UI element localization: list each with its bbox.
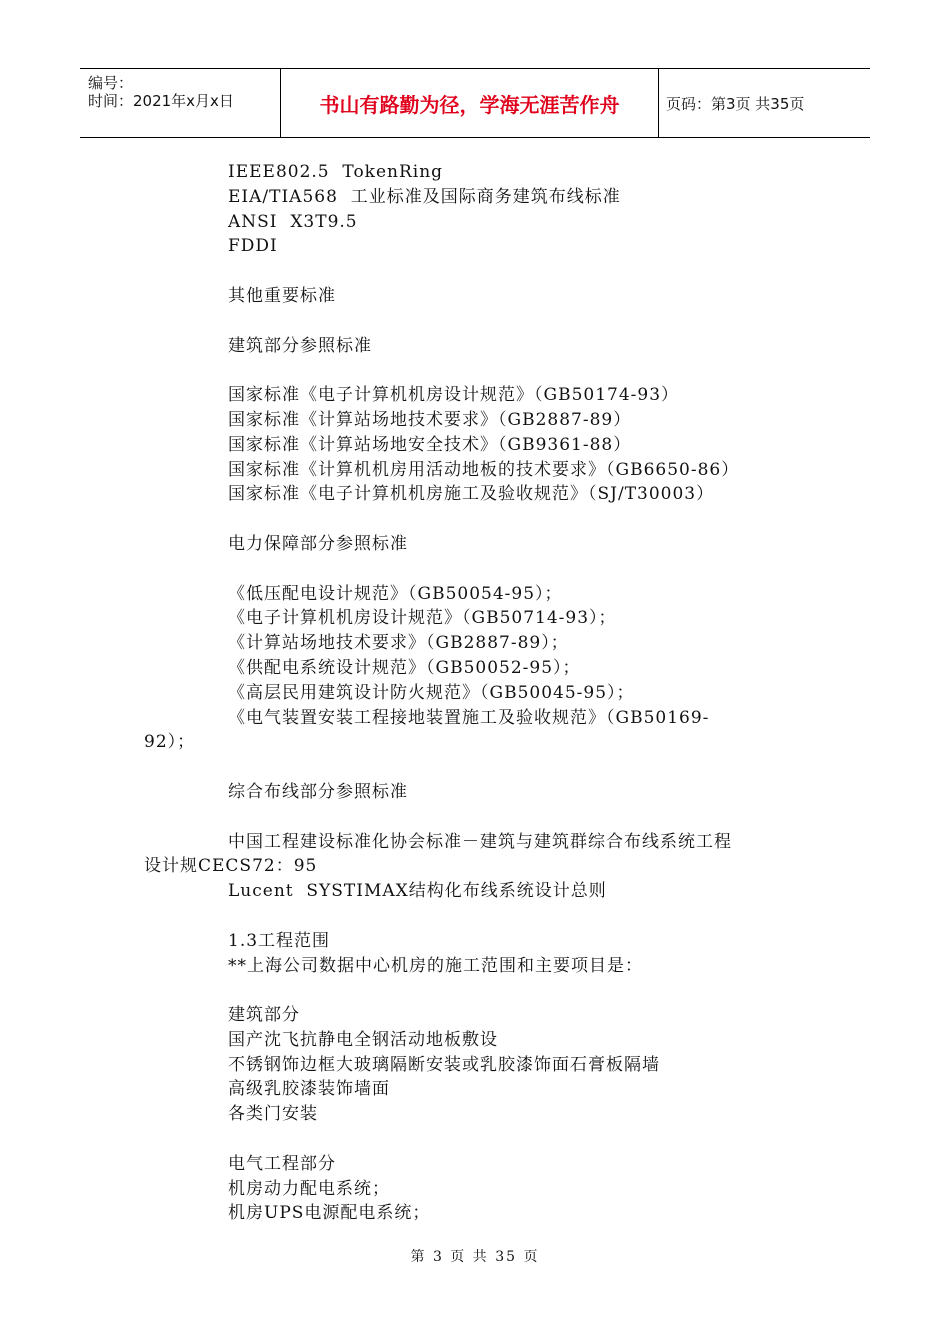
text-line: 国家标准《计算站场地技术要求》（GB2887-89） — [228, 409, 632, 430]
text-line: 国家标准《电子计算机机房施工及验收规范》（SJ/T30003） — [228, 484, 715, 505]
text-line: 《电子计算机机房设计规范》（GB50714-93）； — [228, 608, 617, 629]
blank-line — [144, 805, 816, 830]
text-line: 设计规CECS72：95 — [144, 856, 318, 877]
text-line: 《电气装置安装工程接地装置施工及验收规范》（GB50169- — [228, 707, 710, 728]
text-line: 1.3工程范围 — [228, 930, 331, 951]
blank-line — [144, 978, 816, 1003]
page-footer: 第 3 页 共 35 页 — [410, 1249, 540, 1265]
text-line: IEEE802.5 TokenRing — [228, 162, 444, 182]
text-line: 92）； — [144, 732, 196, 753]
header-page-info: 页码：第3页 共35页 — [666, 94, 805, 113]
blank-line — [144, 1127, 816, 1152]
blank-line — [144, 557, 816, 582]
text-line: 其他重要标准 — [228, 285, 336, 306]
text-line: 《低压配电设计规范》（GB50054-95）； — [228, 583, 563, 604]
text-line: 电气工程部分 — [228, 1153, 336, 1174]
text-line: 各类门安装 — [228, 1104, 318, 1125]
text-line: 建筑部分 — [228, 1005, 300, 1026]
blank-line — [144, 358, 816, 383]
text-line: 机房动力配电系统； — [228, 1178, 390, 1199]
header-meta — [80, 69, 281, 137]
blank-line — [144, 507, 816, 532]
blank-line — [144, 309, 816, 334]
text-line: 建筑部分参照标准 — [228, 335, 372, 356]
header-motto: 书山有路勤为径，学海无涯苦作舟 — [281, 69, 659, 137]
blank-line — [144, 259, 816, 284]
text-line: 机房UPS电源配电系统； — [228, 1203, 431, 1224]
blank-line — [144, 904, 816, 929]
text-line: ANSI X3T9.5 — [228, 211, 358, 232]
text-line: 《计算站场地技术要求》（GB2887-89）； — [228, 633, 569, 654]
text-line: 综合布线部分参照标准 — [228, 781, 408, 802]
text-line: 国家标准《电子计算机机房设计规范》（GB50174-93） — [228, 385, 680, 406]
number-label: 编号： — [88, 74, 134, 92]
text-line: FDDI — [228, 236, 278, 257]
time-label: 时间：2021年x月x日 — [88, 92, 234, 110]
text-line: 不锈钢饰边框大玻璃隔断安装或乳胶漆饰面石膏板隔墙 — [228, 1054, 660, 1075]
text-line: 《高层民用建筑设计防火规范》（GB50045-95）； — [228, 682, 635, 703]
text-line: Lucent SYSTIMAX结构化布线系统设计总则 — [228, 881, 607, 902]
text-line: 国产沈飞抗静电全钢活动地板敷设 — [228, 1029, 498, 1050]
blank-line — [144, 755, 816, 780]
text-line: 国家标准《计算机机房用活动地板的技术要求》（GB6650-86） — [228, 459, 740, 480]
text-line: **上海公司数据中心机房的施工范围和主要项目是： — [228, 955, 643, 976]
text-line: 电力保障部分参照标准 — [228, 533, 408, 554]
document-body — [144, 160, 816, 1226]
text-line: 《供配电系统设计规范》（GB50052-95）； — [228, 657, 581, 678]
page-header — [80, 68, 870, 138]
text-line: EIA/TIA568 工业标准及国际商务建筑布线标准 — [228, 186, 621, 207]
text-line: 中国工程建设标准化协会标准－建筑与建筑群综合布线系统工程 — [228, 831, 732, 852]
text-line: 国家标准《计算站场地安全技术》（GB9361-88） — [228, 434, 632, 455]
text-line: 高级乳胶漆装饰墙面 — [228, 1079, 390, 1100]
